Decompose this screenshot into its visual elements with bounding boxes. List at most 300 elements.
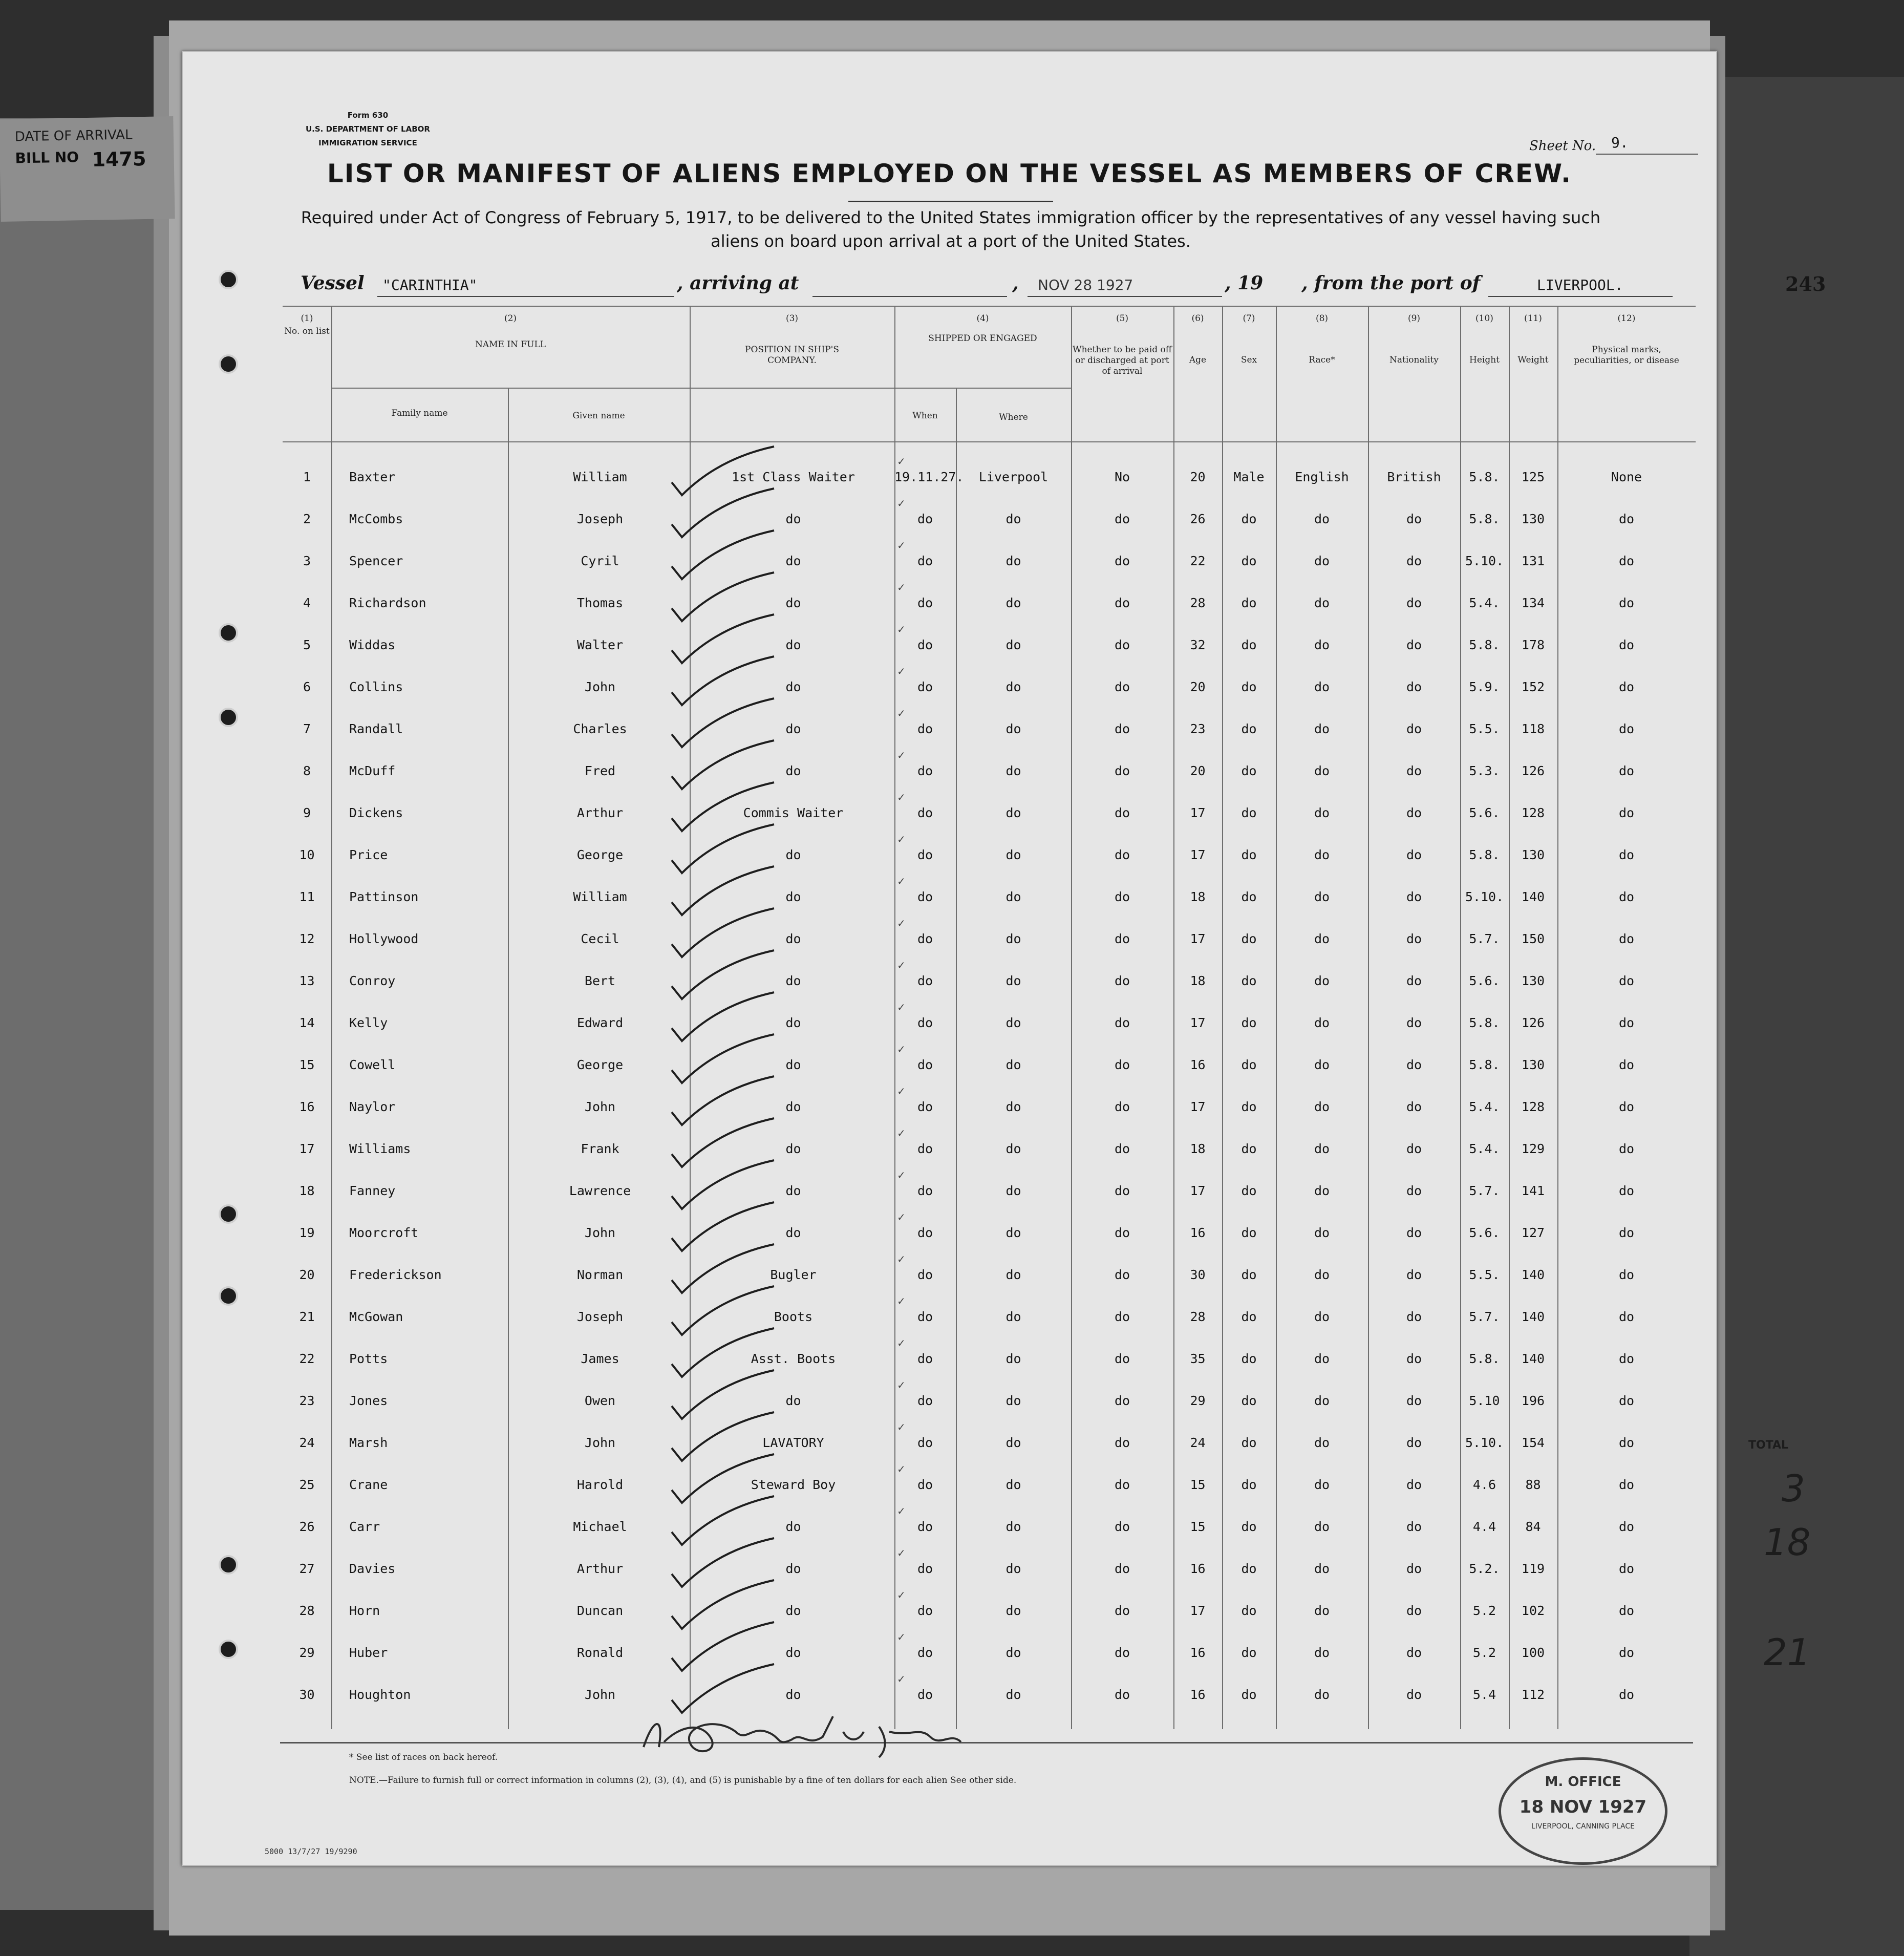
- cell-when: do: [917, 973, 933, 988]
- cell-sex: do: [1241, 1351, 1257, 1366]
- vessel-label: Vessel: [301, 272, 365, 294]
- audit-tick-icon: ✓: [897, 749, 906, 761]
- cell-sex: do: [1241, 763, 1257, 778]
- cell-family: Potts: [349, 1351, 388, 1366]
- cell-height: 5.7.: [1469, 1309, 1500, 1324]
- cell-position: Steward Boy: [751, 1477, 836, 1492]
- cell-marks: do: [1618, 847, 1635, 862]
- cell-position: Commis Waiter: [743, 805, 844, 820]
- punch-hole: [219, 1640, 238, 1659]
- cell-position: Boots: [774, 1309, 813, 1324]
- cell-when: do: [917, 554, 933, 568]
- cell-race: do: [1314, 931, 1330, 946]
- header-col-7: (7) Sex: [1240, 313, 1257, 365]
- cell-position: do: [785, 763, 801, 778]
- table-row: [283, 707, 1696, 752]
- table-row: [283, 623, 1696, 668]
- cell-family: Collins: [349, 679, 403, 694]
- cell-weight: 131: [1521, 554, 1545, 568]
- cell-where: do: [1006, 1435, 1021, 1450]
- cell-no: 5: [303, 637, 311, 652]
- cell-age: 15: [1190, 1519, 1206, 1534]
- cell-weight: 141: [1521, 1183, 1545, 1198]
- cell-paid: do: [1114, 1015, 1130, 1030]
- cell-age: 17: [1190, 931, 1206, 946]
- cell-given: John: [584, 679, 616, 694]
- cell-no: 6: [303, 679, 311, 694]
- cell-marks: do: [1618, 1309, 1635, 1324]
- cell-nationality: do: [1406, 1225, 1422, 1240]
- cell-paid: do: [1114, 1561, 1130, 1576]
- cell-when: do: [917, 1309, 933, 1324]
- cell-family: Conroy: [349, 973, 396, 988]
- cell-when: do: [917, 1351, 933, 1366]
- table-row: [283, 1379, 1696, 1424]
- cell-paid: do: [1114, 1225, 1130, 1240]
- cell-weight: 127: [1521, 1225, 1545, 1240]
- cell-marks: do: [1618, 805, 1635, 820]
- cell-marks: do: [1618, 1183, 1635, 1198]
- audit-tick-icon: ✓: [897, 497, 906, 509]
- cell-marks: do: [1618, 721, 1635, 736]
- cell-paid: do: [1114, 1603, 1130, 1618]
- cell-paid: do: [1114, 889, 1130, 904]
- cell-family: Pattinson: [349, 889, 419, 904]
- cell-paid: do: [1114, 973, 1130, 988]
- cell-height: 5.2: [1472, 1603, 1496, 1618]
- cell-marks: do: [1618, 512, 1635, 526]
- cell-sex: do: [1241, 1015, 1257, 1030]
- cell-sex: do: [1241, 1183, 1257, 1198]
- cell-when: 19.11.27.: [894, 470, 964, 484]
- form-number: Form 630: [347, 111, 389, 120]
- cell-nationality: do: [1406, 596, 1422, 610]
- cell-race: do: [1314, 1351, 1330, 1366]
- cell-given: Cyril: [581, 554, 619, 568]
- cell-sex: do: [1241, 889, 1257, 904]
- cell-weight: 140: [1521, 1309, 1545, 1324]
- cell-no: 4: [303, 596, 311, 610]
- cell-sex: do: [1241, 679, 1257, 694]
- cell-age: 15: [1190, 1477, 1206, 1492]
- title-rule: [848, 201, 1053, 202]
- cell-weight: 84: [1525, 1519, 1541, 1534]
- cell-where: do: [1006, 973, 1021, 988]
- cell-when: do: [917, 1687, 933, 1702]
- cell-race: English: [1295, 470, 1349, 484]
- audit-tick-icon: ✓: [897, 1589, 906, 1601]
- cell-weight: 119: [1521, 1561, 1545, 1576]
- header-when: When: [912, 411, 938, 421]
- cell-family: Carr: [349, 1519, 380, 1534]
- cell-paid: do: [1114, 931, 1130, 946]
- cell-sex: do: [1241, 1603, 1257, 1618]
- table-row: [283, 1463, 1696, 1508]
- cell-nationality: do: [1406, 1561, 1422, 1576]
- cell-paid: do: [1114, 805, 1130, 820]
- cell-position: do: [785, 721, 801, 736]
- cell-height: 5.8.: [1469, 637, 1500, 652]
- cell-nationality: do: [1406, 1603, 1422, 1618]
- cell-family: Naylor: [349, 1099, 396, 1114]
- cell-paid: do: [1114, 554, 1130, 568]
- cell-age: 16: [1190, 1057, 1206, 1072]
- cell-marks: do: [1618, 1351, 1635, 1366]
- cell-race: do: [1314, 1057, 1330, 1072]
- table-row: [283, 1295, 1696, 1340]
- cell-given: Michael: [573, 1519, 627, 1534]
- cell-where: do: [1006, 1225, 1021, 1240]
- cell-no: 29: [299, 1645, 315, 1660]
- cell-where: do: [1006, 1561, 1021, 1576]
- cell-given: Norman: [576, 1267, 624, 1282]
- cell-no: 28: [299, 1603, 315, 1618]
- cell-marks: do: [1618, 1519, 1635, 1534]
- header-col-8: (8) Race*: [1309, 313, 1335, 365]
- sheet-no-label: Sheet No.: [1529, 138, 1596, 154]
- print-code: 5000 13/7/27 19/9290: [265, 1847, 357, 1856]
- cell-race: do: [1314, 1393, 1330, 1408]
- cell-where: do: [1006, 1393, 1021, 1408]
- cell-age: 23: [1190, 721, 1206, 736]
- cell-given: Lawrence: [569, 1183, 631, 1198]
- cell-nationality: do: [1406, 1099, 1422, 1114]
- cell-age: 18: [1190, 973, 1206, 988]
- table-row: [283, 1589, 1696, 1634]
- bill-no: 1475: [92, 147, 146, 171]
- cell-height: 5.4.: [1469, 1099, 1500, 1114]
- header-col-12: (12) Physical marks, peculiarities, or disease: [1574, 313, 1679, 366]
- cell-where: do: [1006, 1519, 1021, 1534]
- cell-no: 21: [299, 1309, 315, 1324]
- cell-no: 24: [299, 1435, 315, 1450]
- cell-sex: do: [1241, 1099, 1257, 1114]
- cell-no: 17: [299, 1141, 315, 1156]
- cell-where: do: [1006, 931, 1021, 946]
- cell-where: do: [1006, 596, 1021, 610]
- cell-family: Baxter: [349, 470, 396, 484]
- cell-height: 5.8.: [1469, 847, 1500, 862]
- cell-sex: do: [1241, 1309, 1257, 1324]
- cell-race: do: [1314, 1645, 1330, 1660]
- cell-family: Crane: [349, 1477, 388, 1492]
- footnote-races: * See list of races on back hereof.: [349, 1752, 498, 1762]
- cell-sex: do: [1241, 1267, 1257, 1282]
- audit-tick-icon: ✓: [897, 1505, 906, 1517]
- cell-given: Arthur: [576, 805, 624, 820]
- manifest-number: 243: [1785, 272, 1826, 295]
- service-name: IMMIGRATION SERVICE: [318, 138, 417, 147]
- audit-tick-icon: ✓: [897, 1463, 906, 1475]
- sheet-no-value: 9.: [1611, 134, 1629, 151]
- cell-paid: do: [1114, 1645, 1130, 1660]
- cell-family: Price: [349, 847, 388, 862]
- cell-where: do: [1006, 847, 1021, 862]
- cell-nationality: do: [1406, 1477, 1422, 1492]
- cell-nationality: do: [1406, 1393, 1422, 1408]
- subtitle-line-2: aliens on board upon arrival at a port of the United States.: [711, 231, 1191, 251]
- cell-no: 7: [303, 721, 311, 736]
- cell-sex: do: [1241, 805, 1257, 820]
- audit-tick-icon: ✓: [897, 1379, 906, 1391]
- cell-position: do: [785, 1225, 801, 1240]
- table-row: [283, 917, 1696, 962]
- cell-when: do: [917, 1225, 933, 1240]
- cell-height: 5.8.: [1469, 512, 1500, 526]
- cell-sex: do: [1241, 1645, 1257, 1660]
- cell-sex: do: [1241, 554, 1257, 568]
- cell-nationality: do: [1406, 1351, 1422, 1366]
- vessel-name: "CARINTHIA": [382, 277, 478, 293]
- cell-weight: 140: [1521, 889, 1545, 904]
- cell-paid: do: [1114, 1519, 1130, 1534]
- cell-nationality: do: [1406, 554, 1422, 568]
- cell-race: do: [1314, 1309, 1330, 1324]
- cell-given: William: [573, 889, 627, 904]
- table-row: [283, 1085, 1696, 1130]
- vessel-underline: [377, 296, 674, 297]
- cell-marks: do: [1618, 1561, 1635, 1576]
- cell-position: do: [785, 512, 801, 526]
- inspector-signature: [633, 1696, 981, 1773]
- cell-paid: No: [1114, 470, 1130, 484]
- header-bottom-rule: [283, 441, 1696, 442]
- cell-marks: do: [1618, 1015, 1635, 1030]
- cell-weight: 88: [1525, 1477, 1541, 1492]
- cell-nationality: do: [1406, 1519, 1422, 1534]
- cell-age: 17: [1190, 1603, 1206, 1618]
- cell-given: John: [584, 1435, 616, 1450]
- audit-tick-icon: ✓: [897, 1673, 906, 1685]
- punch-hole: [219, 1286, 238, 1306]
- cell-height: 5.6.: [1469, 973, 1500, 988]
- cell-nationality: do: [1406, 679, 1422, 694]
- cell-when: do: [917, 805, 933, 820]
- cell-no: 23: [299, 1393, 315, 1408]
- cell-family: Dickens: [349, 805, 403, 820]
- cell-age: 20: [1190, 763, 1206, 778]
- cell-family: Hollywood: [349, 931, 419, 946]
- cell-given: Arthur: [576, 1561, 624, 1576]
- table-row: [283, 581, 1696, 626]
- cell-family: Williams: [349, 1141, 411, 1156]
- cell-age: 29: [1190, 1393, 1206, 1408]
- cell-position: do: [785, 679, 801, 694]
- cell-family: Fanney: [349, 1183, 396, 1198]
- audit-tick-icon: ✓: [897, 1631, 906, 1643]
- audit-tick-icon: ✓: [897, 1253, 906, 1265]
- cell-height: 5.4: [1472, 1687, 1496, 1702]
- cell-weight: 154: [1521, 1435, 1545, 1450]
- cell-weight: 130: [1521, 512, 1545, 526]
- cell-age: 17: [1190, 1099, 1206, 1114]
- cell-family: Horn: [349, 1603, 380, 1618]
- cell-race: do: [1314, 805, 1330, 820]
- cell-paid: do: [1114, 1183, 1130, 1198]
- cell-sex: do: [1241, 1393, 1257, 1408]
- cell-no: 15: [299, 1057, 315, 1072]
- cell-position: do: [785, 889, 801, 904]
- cell-position: do: [785, 1687, 801, 1702]
- cell-race: do: [1314, 1183, 1330, 1198]
- cell-marks: do: [1618, 1477, 1635, 1492]
- cell-paid: do: [1114, 512, 1130, 526]
- cell-age: 17: [1190, 1015, 1206, 1030]
- cell-family: McGowan: [349, 1309, 403, 1324]
- cell-sex: do: [1241, 512, 1257, 526]
- cell-height: 4.6: [1472, 1477, 1496, 1492]
- cell-position: do: [785, 1183, 801, 1198]
- table-row: [283, 1253, 1696, 1298]
- cell-when: do: [917, 1603, 933, 1618]
- cell-age: 22: [1190, 554, 1206, 568]
- cell-height: 5.2: [1472, 1645, 1496, 1660]
- cell-position: do: [785, 637, 801, 652]
- cell-paid: do: [1114, 1057, 1130, 1072]
- margin-total-2: 18: [1764, 1521, 1811, 1564]
- cell-no: 2: [303, 512, 311, 526]
- punch-hole: [219, 623, 238, 643]
- cell-race: do: [1314, 512, 1330, 526]
- cell-age: 30: [1190, 1267, 1206, 1282]
- cell-no: 12: [299, 931, 315, 946]
- cell-weight: 100: [1521, 1645, 1545, 1660]
- cell-race: do: [1314, 973, 1330, 988]
- comma: ,: [1012, 272, 1019, 294]
- cell-paid: do: [1114, 1351, 1130, 1366]
- cell-when: do: [917, 1141, 933, 1156]
- audit-tick-icon: ✓: [897, 833, 906, 845]
- cell-weight: 178: [1521, 637, 1545, 652]
- cell-race: do: [1314, 1015, 1330, 1030]
- cell-weight: 128: [1521, 805, 1545, 820]
- cell-age: 24: [1190, 1435, 1206, 1450]
- header-col-5: (5) Whether to be paid off or discharged at port of arrival: [1073, 313, 1172, 376]
- margin-total-3: 21: [1764, 1631, 1811, 1674]
- cell-no: 10: [299, 847, 315, 862]
- cell-sex: do: [1241, 1225, 1257, 1240]
- cell-no: 26: [299, 1519, 315, 1534]
- cell-height: 5.7.: [1469, 1183, 1500, 1198]
- cell-no: 20: [299, 1267, 315, 1282]
- cell-position: do: [785, 1603, 801, 1618]
- table-row: [283, 1127, 1696, 1172]
- bill-no-label: BILL NO: [15, 148, 79, 167]
- audit-tick-icon: ✓: [897, 791, 906, 803]
- cell-sex: do: [1241, 721, 1257, 736]
- audit-tick-icon: ✓: [897, 455, 906, 467]
- cell-marks: do: [1618, 1687, 1635, 1702]
- cell-position: do: [785, 1015, 801, 1030]
- cell-no: 19: [299, 1225, 315, 1240]
- cell-age: 18: [1190, 1141, 1206, 1156]
- cell-family: Kelly: [349, 1015, 388, 1030]
- cell-where: do: [1006, 1183, 1021, 1198]
- cell-when: do: [917, 637, 933, 652]
- cell-sex: do: [1241, 1057, 1257, 1072]
- cell-paid: do: [1114, 1267, 1130, 1282]
- cell-marks: do: [1618, 1603, 1635, 1618]
- cell-weight: 150: [1521, 931, 1545, 946]
- cell-given: Owen: [584, 1393, 616, 1408]
- cell-race: do: [1314, 1225, 1330, 1240]
- cell-when: do: [917, 1099, 933, 1114]
- cell-nationality: do: [1406, 1435, 1422, 1450]
- cell-family: Widdas: [349, 637, 396, 652]
- cell-nationality: do: [1406, 931, 1422, 946]
- cell-height: 5.5.: [1469, 1267, 1500, 1282]
- table-row: [283, 1631, 1696, 1676]
- cell-paid: do: [1114, 1687, 1130, 1702]
- cell-weight: 118: [1521, 721, 1545, 736]
- cell-weight: 126: [1521, 1015, 1545, 1030]
- table-row: [283, 1547, 1696, 1592]
- header-col-3: (3) POSITION IN SHIP'S COMPANY.: [745, 313, 839, 366]
- cell-sex: Male: [1233, 470, 1265, 484]
- cell-where: do: [1006, 721, 1021, 736]
- cell-when: do: [917, 1057, 933, 1072]
- cell-given: Harold: [576, 1477, 624, 1492]
- cell-where: do: [1006, 679, 1021, 694]
- cell-where: do: [1006, 805, 1021, 820]
- table-top-rule: [283, 306, 1696, 307]
- cell-nationality: British: [1387, 470, 1441, 484]
- audit-tick-icon: ✓: [897, 1127, 906, 1139]
- vessel-line: [301, 272, 1826, 303]
- cell-no: 3: [303, 554, 311, 568]
- cell-when: do: [917, 1267, 933, 1282]
- cell-weight: 140: [1521, 1351, 1545, 1366]
- audit-tick-icon: ✓: [897, 1295, 906, 1307]
- cell-race: do: [1314, 679, 1330, 694]
- cell-marks: do: [1618, 889, 1635, 904]
- date-underline: [1028, 296, 1222, 297]
- arriving-underline: [812, 296, 1007, 297]
- audit-tick-icon: ✓: [897, 1169, 906, 1181]
- cell-given: John: [584, 1687, 616, 1702]
- cell-no: 16: [299, 1099, 315, 1114]
- cell-paid: do: [1114, 596, 1130, 610]
- cell-nationality: do: [1406, 637, 1422, 652]
- cell-given: Ronald: [576, 1645, 624, 1660]
- cell-age: 20: [1190, 679, 1206, 694]
- cell-nationality: do: [1406, 847, 1422, 862]
- cell-nationality: do: [1406, 1183, 1422, 1198]
- cell-when: do: [917, 1435, 933, 1450]
- cell-given: Thomas: [576, 596, 624, 610]
- cell-height: 5.10.: [1465, 1435, 1504, 1450]
- punch-hole: [219, 708, 238, 727]
- cell-position: do: [785, 1393, 801, 1408]
- cell-sex: do: [1241, 973, 1257, 988]
- bill-slip: [0, 116, 175, 222]
- cell-marks: do: [1618, 1393, 1635, 1408]
- crew-table: [283, 306, 1696, 1729]
- cell-family: Moorcroft: [349, 1225, 419, 1240]
- cell-family: Richardson: [349, 596, 426, 610]
- table-row: [283, 875, 1696, 920]
- cell-nationality: do: [1406, 1141, 1422, 1156]
- cell-where: do: [1006, 1141, 1021, 1156]
- cell-where: do: [1006, 889, 1021, 904]
- cell-marks: do: [1618, 1645, 1635, 1660]
- header-col-2: (2) NAME IN FULL: [475, 313, 546, 350]
- cell-height: 5.8.: [1469, 1057, 1500, 1072]
- cell-where: do: [1006, 1057, 1021, 1072]
- cell-given: Duncan: [576, 1603, 624, 1618]
- bill-slip-label: DATE OF ARRIVAL: [14, 127, 133, 145]
- cell-nationality: do: [1406, 889, 1422, 904]
